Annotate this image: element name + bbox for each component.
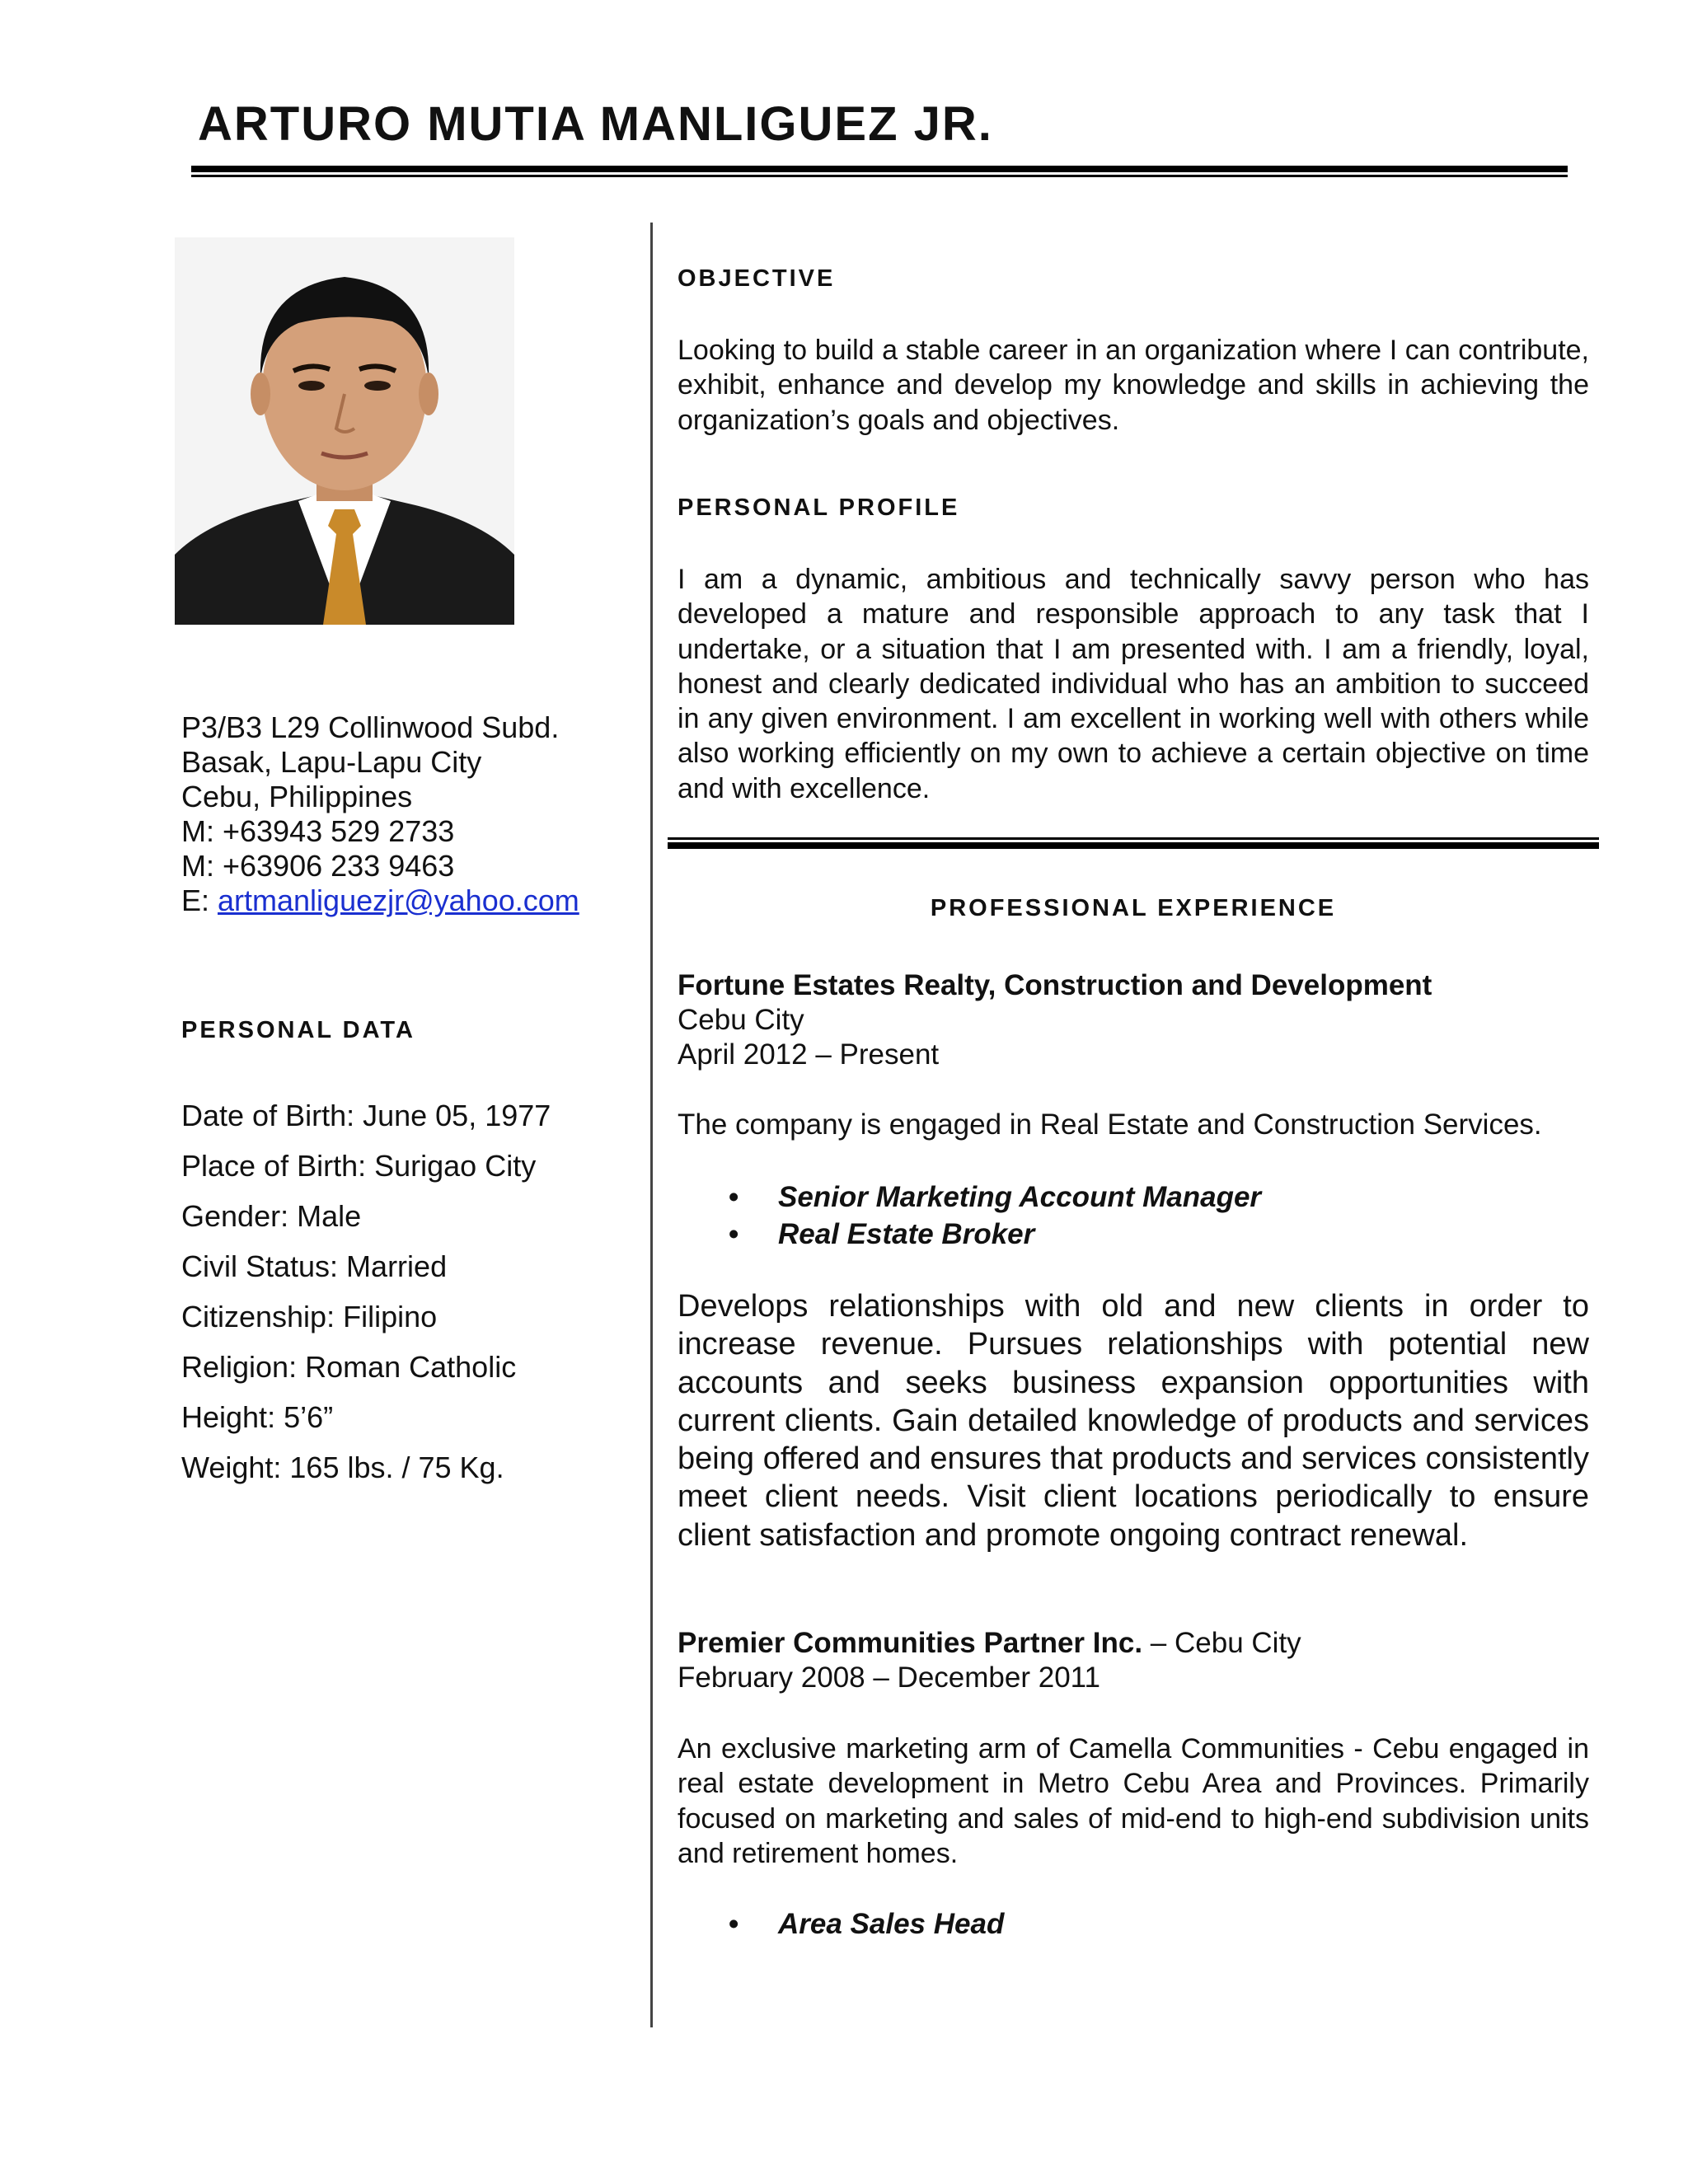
personal-data-gender: Gender: Male (181, 1199, 362, 1233)
header-rule-thin (191, 175, 1568, 177)
job1-roles (729, 1179, 1261, 1253)
bullet-icon: • (729, 1218, 739, 1250)
address-line-2: Basak, Lapu-Lapu City (181, 745, 482, 779)
personal-data-birth-place: Place of Birth: Surigao City (181, 1149, 537, 1183)
job2-roles (729, 1905, 1004, 1943)
objective-heading: OBJECTIVE (678, 265, 836, 292)
mobile-number-1: M: +63943 529 2733 (181, 814, 455, 848)
email-prefix: E: (181, 883, 218, 917)
column-divider (650, 223, 653, 2027)
personal-profile-heading: PERSONAL PROFILE (678, 494, 960, 521)
portrait-icon (175, 237, 514, 625)
job2-summary: An exclusive marketing arm of Camella Communities - Cebu engaged in real estate development in Metro Cebu Area and Provinces. Primarily focused on marketing and sales of mid-end to high-end subdivision units and retirement homes. (678, 1733, 1589, 1869)
job2-company: Premier Communities Partner Inc. (678, 1627, 1143, 1659)
personal-data-weight: Weight: 165 lbs. / 75 Kg. (181, 1451, 504, 1484)
personal-data-citizenship: Citizenship: Filipino (181, 1300, 438, 1333)
job1-dates: April 2012 – Present (678, 1038, 940, 1071)
job1-role-2: • Real Estate Broker (729, 1216, 1261, 1253)
portrait-photo (175, 237, 514, 625)
address-line-3: Cebu, Philippines (181, 780, 413, 813)
personal-data-civil-status: Civil Status: Married (181, 1249, 448, 1283)
personal-data-heading: PERSONAL DATA (181, 1017, 415, 1043)
bullet-icon: • (729, 1181, 739, 1213)
header-rule-thick (191, 166, 1568, 172)
job2-role-1: • Area Sales Head (729, 1905, 1004, 1943)
email-row (181, 883, 579, 918)
job2-header (678, 1626, 1301, 1661)
experience-rule-thick (668, 842, 1599, 849)
resume-name: ARTURO MUTIA MANLIGUEZ JR. (198, 97, 993, 151)
job1-company: Fortune Estates Realty, Construction and Development (678, 969, 1432, 1001)
personal-data-height: Height: 5’6” (181, 1400, 334, 1434)
mobile-number-2: M: +63906 233 9463 (181, 849, 455, 883)
personal-profile-text: I am a dynamic, ambitious and technically savvy person who has developed a mature and responsible approach to any task that I undertake, or a situation that I am presented with. I am a friendly, loyal, honest and clearly dedicated individual who has an ambition to succeed in any given environment. I am excellent in working well with others while also working efficiently on my own to achieve a certain objective on time and with excellence. (678, 564, 1589, 804)
address-line-1: P3/B3 L29 Collinwood Subd. (181, 710, 560, 744)
bullet-icon: • (729, 1908, 739, 1940)
contact-block (181, 710, 579, 918)
job1-description: Develops relationships with old and new clients in order to increase revenue. Pursues relationships with potential new accounts and seeks business expansion opportunities with current clients. Gain detailed knowledge of products and services being offered and ensures that products and services consistently meet client needs. Visit client locations periodically to ensure client satisfaction and promote ongoing contract renewal. (678, 1289, 1589, 1553)
job1-role-1: • Senior Marketing Account Manager (729, 1179, 1261, 1216)
personal-data-religion: Religion: Roman Catholic (181, 1350, 517, 1384)
personal-data-list (181, 1101, 551, 1503)
job2-location: – Cebu City (1142, 1627, 1301, 1659)
experience-rule-thin (668, 837, 1599, 840)
experience-heading: PROFESSIONAL EXPERIENCE (930, 895, 1337, 921)
personal-data-birth-date: Date of Birth: June 05, 1977 (181, 1099, 551, 1132)
job1-summary: The company is engaged in Real Estate and Construction Services. (678, 1108, 1542, 1141)
job2-dates: February 2008 – December 2011 (678, 1661, 1100, 1694)
email-link[interactable]: artmanliguezjr@yahoo.com (218, 883, 579, 917)
job1-location: Cebu City (678, 1004, 804, 1036)
objective-text: Looking to build a stable career in an organization where I can contribute, exhibit, enhance and develop my knowledge and skills in achieving the organization’s goals and objectives. (678, 335, 1589, 436)
